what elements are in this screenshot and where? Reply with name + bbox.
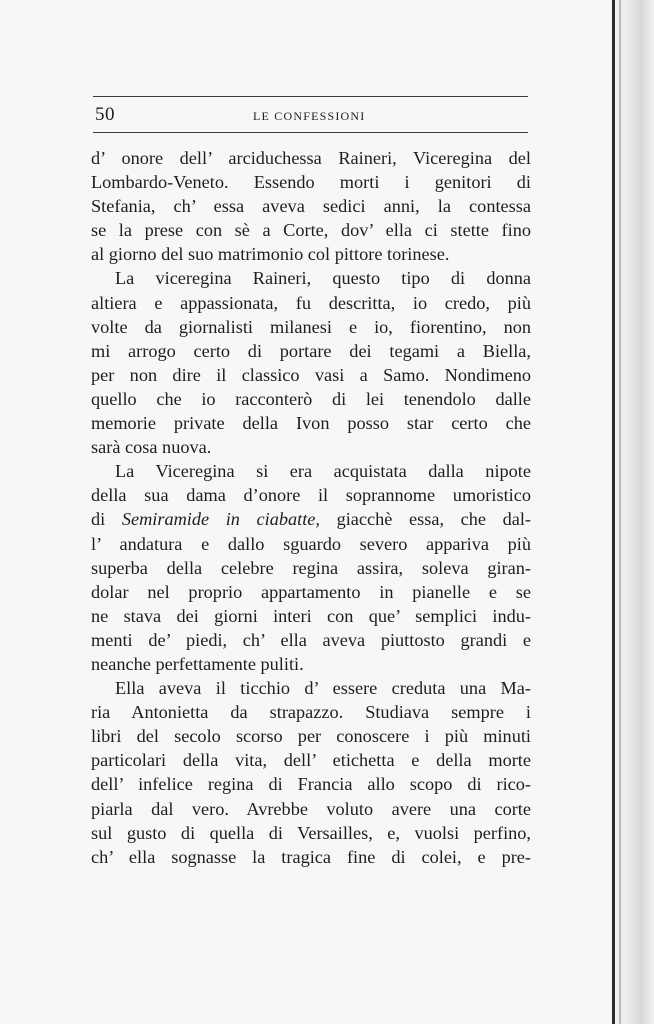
- text-line: altiera e appassionata, fu descritta, io credo, più: [91, 292, 531, 313]
- header-rule-bottom: [93, 132, 528, 133]
- text-line: Ella aveva il ticchio d’ essere creduta una Ma-: [115, 678, 531, 699]
- text-line: ch’ ella sognasse la tragica fine di colei, e pre-: [91, 846, 531, 867]
- text-line: dolar nel proprio appartamento in pianelle e se: [91, 581, 531, 602]
- text-line: piarla dal vero. Avrebbe voluto avere una corte: [91, 798, 531, 819]
- text-line: libri del secolo scorso per conoscere i più minuti: [91, 726, 531, 747]
- header-rule-top: [93, 96, 528, 97]
- text-line: per non dire il classico vasi a Samo. Nondimeno: [91, 364, 531, 385]
- text-line: memorie private della Ivon posso star certo che: [91, 413, 531, 434]
- text-line: La Viceregina si era acquistata dalla nipote: [115, 461, 531, 482]
- paragraph-2: [91, 266, 531, 459]
- text-line: l’ andatura e dallo sguardo severo appariva più: [91, 533, 531, 554]
- text-line: ria Antonietta da strapazzo. Studiava sempre i: [91, 702, 531, 723]
- text-line: se la prese con sè a Corte, dov’ ella ci stette fino: [91, 220, 531, 241]
- text-line: sul gusto di quella di Versailles, e, vuolsi perfino,: [91, 822, 531, 843]
- text-line: menti de’ piedi, ch’ ella aveva piuttosto grandi e: [91, 629, 531, 650]
- text-line: neanche perfettamente puliti.: [91, 653, 304, 674]
- text-line: volte da giornalisti milanesi e io, fiorentino, non: [91, 316, 531, 337]
- text-line: quello che io racconterò di lei tenendolo dalle: [91, 388, 531, 409]
- italic-phrase-before: di: [91, 509, 122, 530]
- text-line: dell’ infelice regina di Francia allo scopo di rico-: [91, 774, 531, 795]
- text-line: particolari della vita, dell’ etichetta e della morte: [91, 750, 531, 771]
- text-line: ne stava dei giorni interi con que’ semplici indu-: [91, 605, 531, 626]
- text-line: d’ onore dell’ arciduchessa Raineri, Viceregina del: [91, 148, 531, 168]
- text-line: Stefania, ch’ essa aveva sedici anni, la contessa: [91, 196, 531, 217]
- binding-shadow-line-secondary: [619, 0, 621, 1024]
- page-number: 50: [95, 104, 115, 125]
- text-line: superba della celebre regina assira, soleva giran-: [91, 557, 531, 578]
- paragraph-1: [91, 146, 531, 266]
- paragraph-4: [91, 676, 531, 869]
- text-line: al giorno del suo matrimonio col pittore torinese.: [91, 244, 450, 265]
- text-line: La viceregina Raineri, questo tipo di donna: [115, 268, 531, 289]
- paragraph-3: [91, 459, 531, 676]
- italic-phrase: Semiramide in ciabatte,: [121, 509, 320, 530]
- text-line: mi arrogo certo di portare dei tegami a Biella,: [91, 340, 531, 361]
- binding-edge: [610, 0, 654, 1024]
- running-title: LE CONFESSIONI: [253, 109, 366, 123]
- italic-phrase-after: giacchè essa, che dal-: [320, 509, 531, 530]
- text-line: Lombardo-Veneto. Essendo morti i genitori di: [91, 172, 531, 193]
- page-header: [93, 96, 528, 136]
- binding-shadow-line: [612, 0, 615, 1024]
- text-line: sarà cosa nuova.: [91, 437, 212, 458]
- body-text: [91, 146, 531, 869]
- text-line-with-italic: [91, 507, 531, 531]
- text-line: della sua dama d’onore il soprannome umoristico: [91, 485, 531, 506]
